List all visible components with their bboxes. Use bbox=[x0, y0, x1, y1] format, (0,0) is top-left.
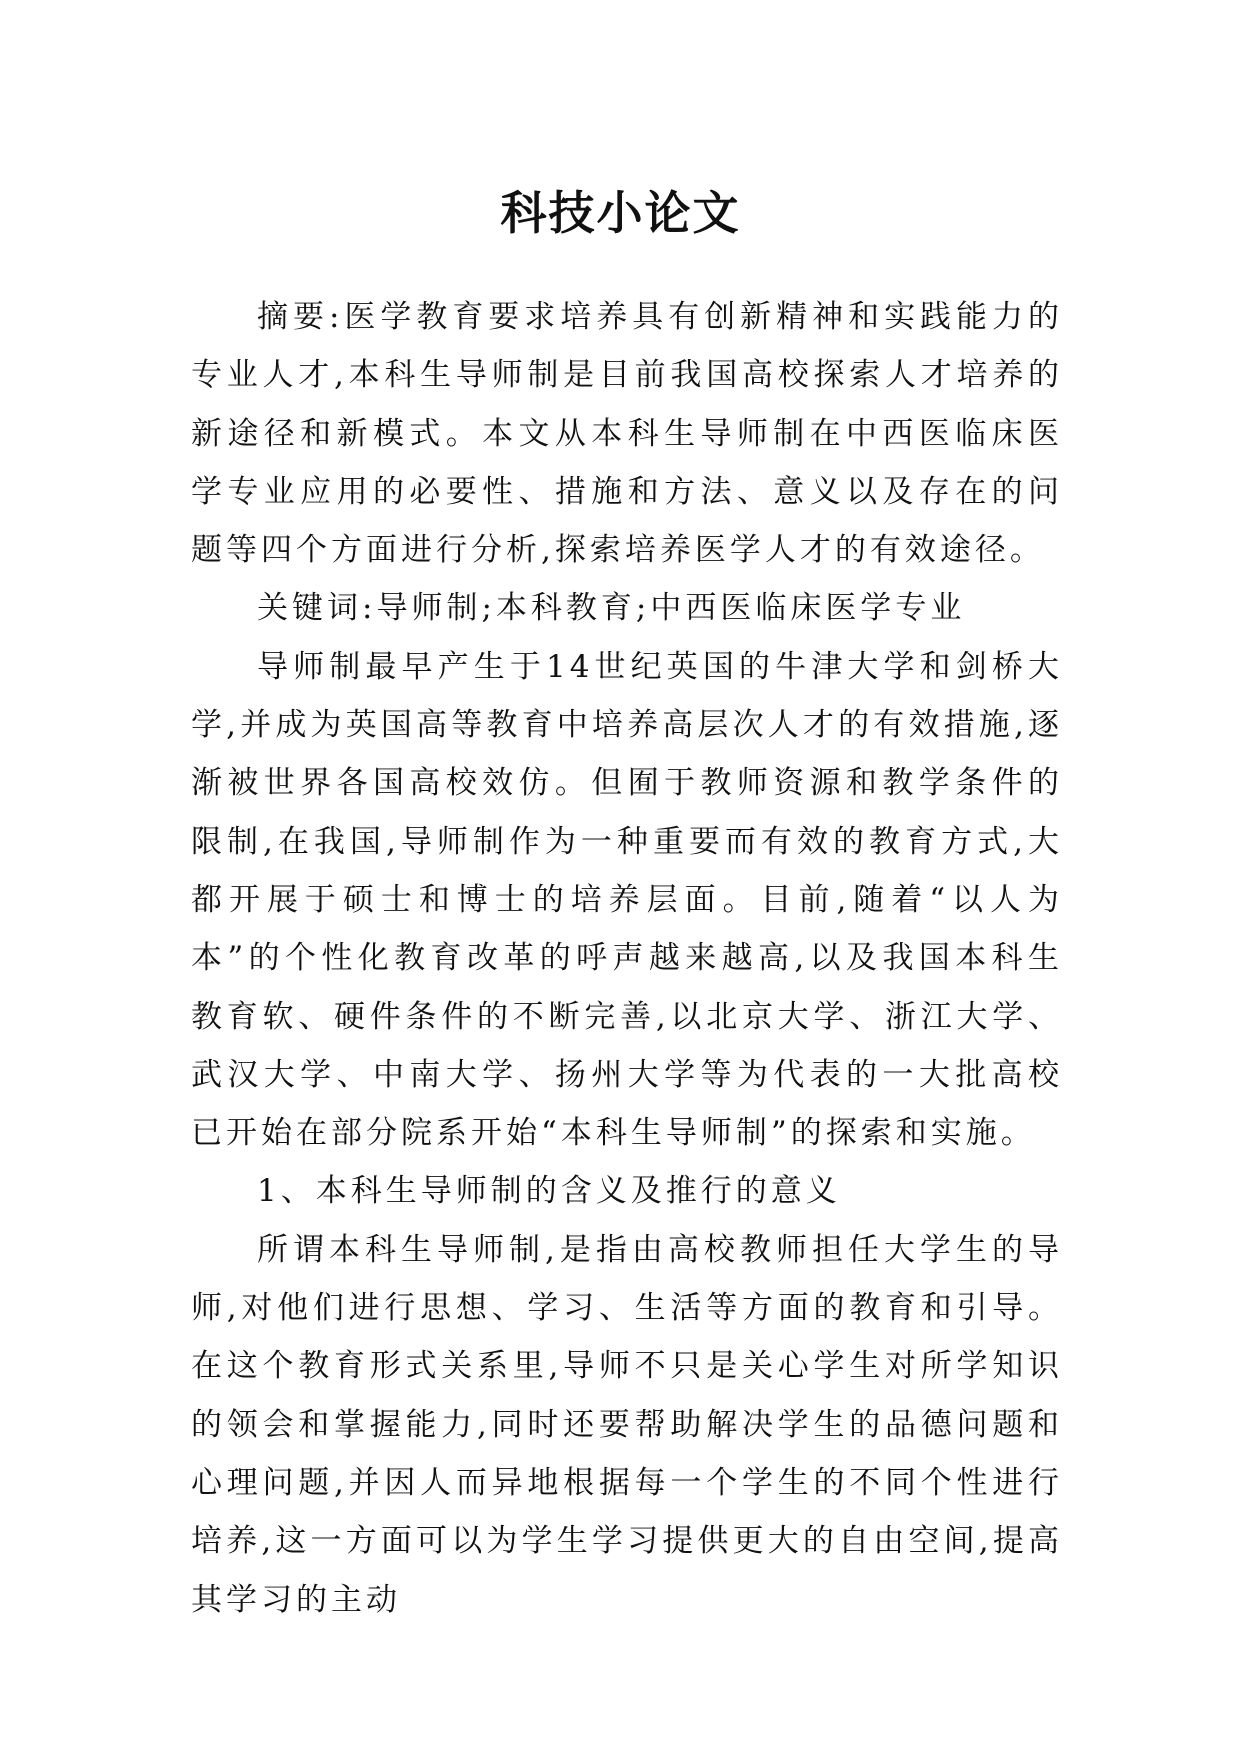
keywords-paragraph: 关键词:导师制;本科教育;中西医临床医学专业 bbox=[257, 590, 966, 627]
abstract-paragraph: 摘要:医学教育要求培养具有创新精神和实践能力的专业人才,本科生导师制是目前我国高校探索人才培养的新途径和新模式。本文从本科生导师制在中西医临床医学专业应用的必要性、措施和方法、意义以及存在的问题等四个方面进行分析,探索培养医学人才的有效途径。 bbox=[191, 299, 1063, 569]
section-paragraph: 所谓本科生导师制,是指由高校教师担任大学生的导师,对他们进行思想、学习、生活等方面的教育和引导。在这个教育形式关系里,导师不只是关心学生对所学知识的领会和掌握能力,同时还要帮助解决学生的品德问题和心理问题,并因人而异地根据每一个学生的不同个性进行培养,这一方面可以为学生学习提供更大的自由空间,提高其学习的主动 bbox=[191, 1231, 1063, 1618]
document-title: 科技小论文 bbox=[500, 185, 741, 240]
section-heading: 1、本科生导师制的含义及推行的意义 bbox=[257, 1173, 841, 1210]
intro-paragraph: 导师制最早产生于14世纪英国的牛津大学和剑桥大学,并成为英国高等教育中培养高层次人才的有效措施,逐渐被世界各国高校效仿。但囿于教师资源和教学条件的限制,在我国,导师制作为一种重要而有效的教育方式,大都开展于硕士和博士的培养层面。目前,随着“以人为本”的个性化教育改革的呼声越来越高,以及我国本科生教育软、硬件条件的不断完善,以北京大学、浙江大学、武汉大学、中南大学、扬州大学等为代表的一大批高校已开始在部分院系开始“本科生导师制”的探索和实施。 bbox=[191, 648, 1063, 1152]
document-body bbox=[191, 288, 1063, 1629]
